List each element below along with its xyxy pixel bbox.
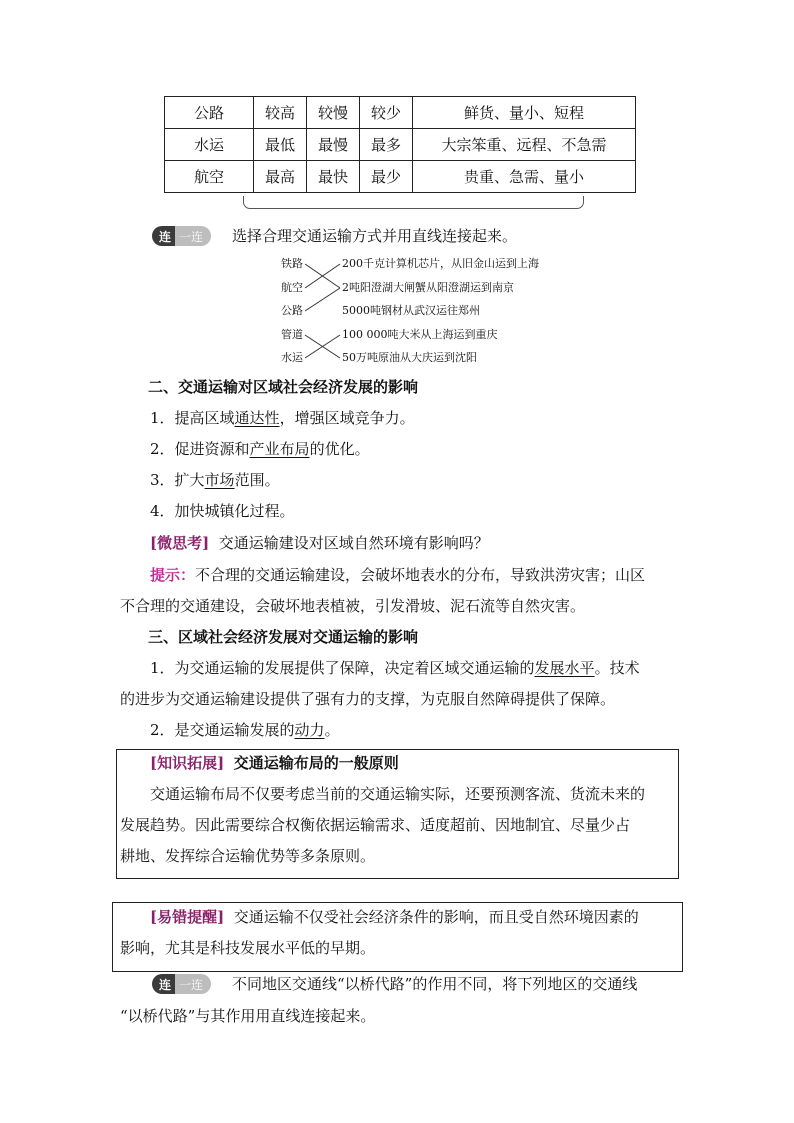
section2-item: 3．扩大市场范围。 (150, 471, 280, 489)
table-cell-volume: 最多 (360, 129, 413, 161)
badge-part-b: 一连 (175, 226, 211, 246)
link1-connector-lines (0, 0, 794, 400)
link1-right-item: 100 000吨大米从上海运到重庆 (342, 328, 498, 341)
link1-left-item: 管道 (281, 328, 303, 341)
knowledge-heading: [知识拓展] 交通运输布局的一般原则 (150, 754, 399, 772)
knowledge-tag: [知识拓展] (150, 754, 225, 772)
mistake-tag: [易错提醒] (150, 908, 225, 926)
knowledge-line: 交通运输布局不仅要考虑当前的交通运输实际，还要预测客流、货流未来的 (150, 785, 646, 803)
table-cell-cost: 较高 (254, 97, 307, 129)
table-cell-mode: 水运 (165, 129, 254, 161)
mistake-line2: 影响，尤其是科技发展水平低的早期。 (120, 939, 376, 957)
think-answer-line2: 不合理的交通建设，会破坏地表植被，引发滑坡、泥石流等自然灾害。 (120, 597, 586, 615)
badge-part-a: 连 (152, 974, 175, 994)
section3-p2: 2．是交通运输发展的动力。 (150, 721, 340, 739)
think-answer-line1: 提示：不合理的交通运输建设，会破坏地表水的分布，导致洪涝灾害；山区 (150, 566, 646, 584)
think-question: [微思考] 交通运输建设对区域自然环境有影响吗？ (150, 534, 489, 552)
link2-line2: “以桥代路”与其作用用直线连接起来。 (120, 1007, 376, 1025)
link-badge (152, 974, 211, 994)
table-cell-cost: 最低 (254, 129, 307, 161)
link1-left-item: 公路 (281, 304, 303, 317)
link1-right-item: 50万吨原油从大庆运到沈阳 (342, 351, 477, 364)
knowledge-line: 发展趋势。因此需要综合权衡依据运输需求、适度超前、因地制宜、尽量少占 (120, 816, 631, 834)
connector-line (305, 288, 340, 311)
section2-item: 2．促进资源和产业布局的优化。 (150, 440, 370, 458)
badge-part-a: 连 (152, 226, 175, 246)
section2-item: 1．提高区域通达性，增强区域竞争力。 (150, 409, 415, 427)
link1-left-item: 水运 (281, 351, 303, 364)
table-cell-speed: 较慢 (307, 97, 360, 129)
table-cell-volume: 最少 (360, 161, 413, 193)
section2-heading: 二、交通运输对区域社会经济发展的影响 (148, 378, 419, 396)
table-cell-cargo: 大宗笨重、远程、不急需 (413, 129, 636, 161)
knowledge-line: 耕地、发挥综合运输优势等多条原则。 (120, 847, 376, 865)
section3-p1-line2: 的进步为交通运输建设提供了强有力的支撑，为克服自然障碍提供了保障。 (120, 690, 616, 708)
mistake-line1: [易错提醒] 交通运输不仅受社会经济条件的影响，而且受自然环境因素的 (150, 908, 639, 926)
table-cell-volume: 较少 (360, 97, 413, 129)
table-cell-speed: 最慢 (307, 129, 360, 161)
link1-instruction: 选择合理交通运输方式并用直线连接起来。 (232, 227, 518, 245)
think-tag: [微思考] (150, 534, 210, 552)
badge-part-b: 一连 (175, 974, 211, 994)
table-cell-mode: 公路 (165, 97, 254, 129)
table-cell-cargo: 鲜货、量小、短程 (413, 97, 636, 129)
link1-right-item: 2吨阳澄湖大闸蟹从阳澄湖运到南京 (342, 281, 514, 294)
link1-left-item: 航空 (281, 281, 303, 294)
link1-right-item: 200千克计算机芯片，从旧金山运到上海 (342, 257, 539, 270)
table-cell-speed: 最快 (307, 161, 360, 193)
section2-item: 4．加快城镇化过程。 (150, 502, 295, 520)
hint-label: 提示： (150, 566, 196, 584)
table-cell-cargo: 贵重、急需、量小 (413, 161, 636, 193)
section3-heading: 三、区域社会经济发展对交通运输的影响 (148, 628, 419, 646)
table-cell-cost: 最高 (254, 161, 307, 193)
table-cell-mode: 航空 (165, 161, 254, 193)
link1-left-item: 铁路 (281, 257, 303, 270)
link2-line1: 不同地区交通线“以桥代路”的作用不同，将下列地区的交通线 (232, 975, 638, 993)
link1-right-item: 5000吨钢材从武汉运往郑州 (342, 304, 480, 317)
section3-p1-line1: 1．为交通运输的发展提供了保障，决定着区域交通运输的发展水平。技术 (150, 659, 640, 677)
